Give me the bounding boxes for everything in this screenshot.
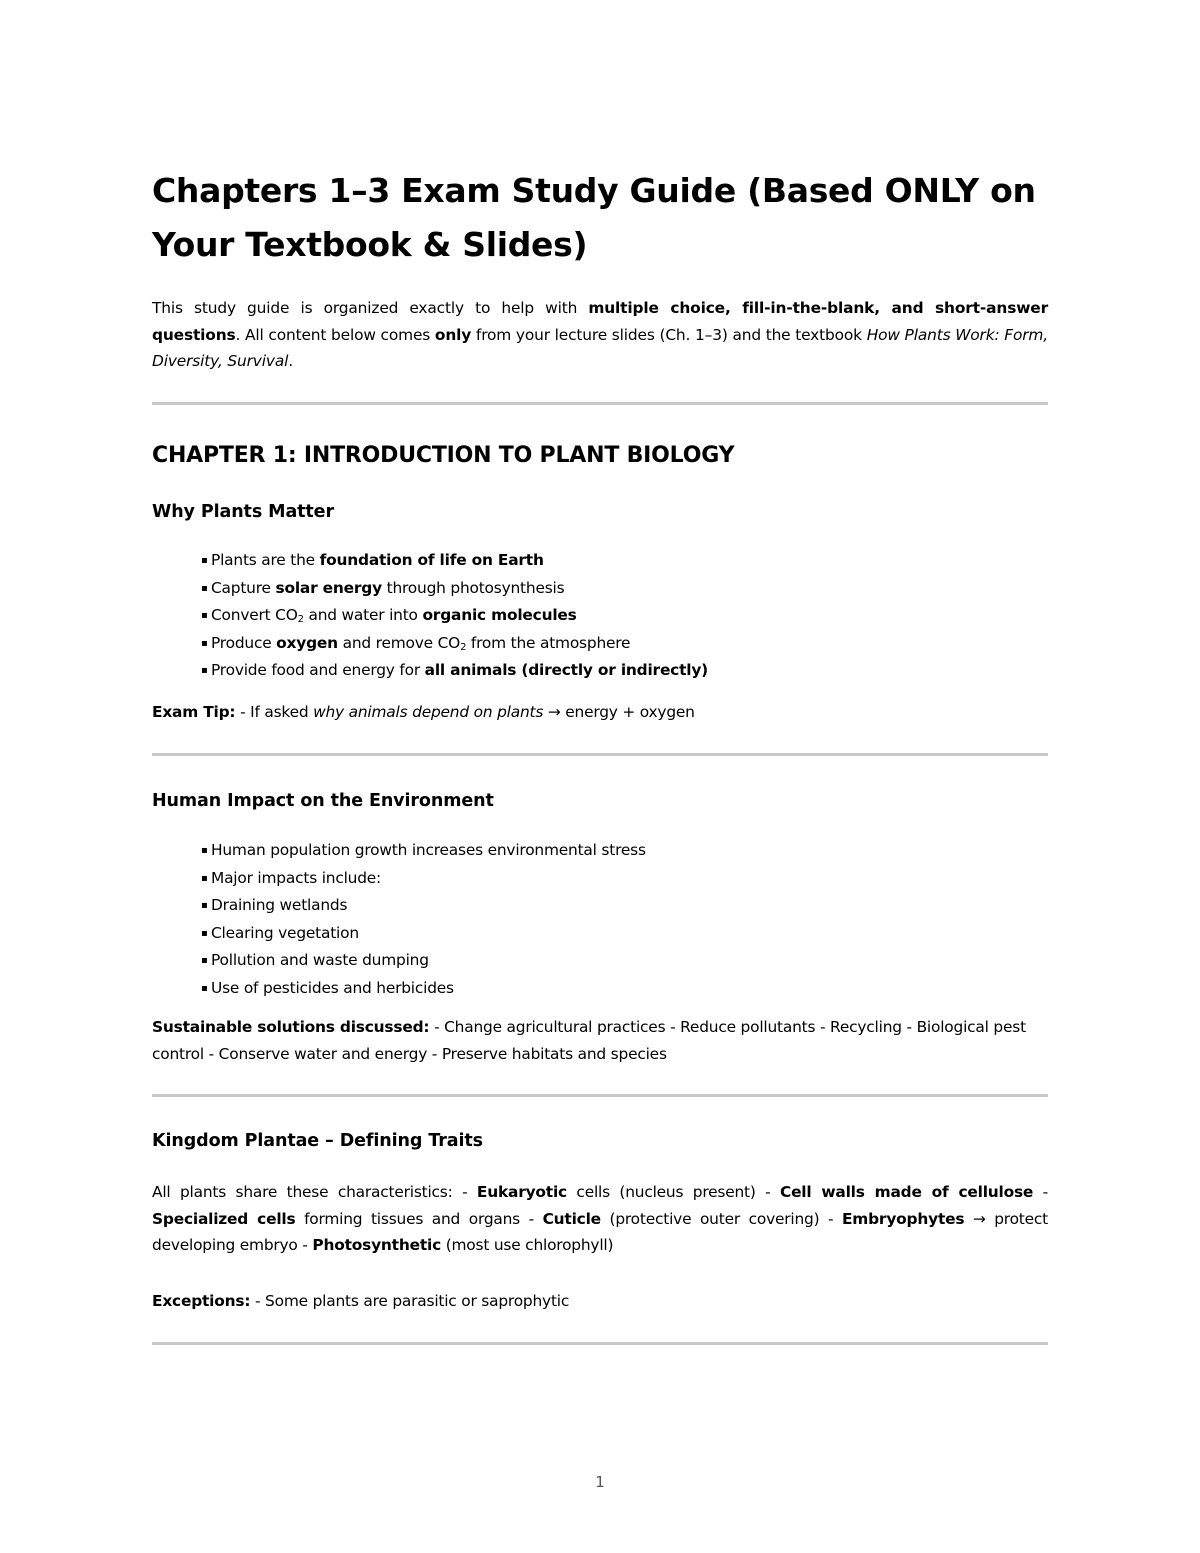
kingdom-traits-paragraph: All plants share these characteristics: - Eukaryotic cells (nucleus present) - Cell walls made of cellulose - Specialized cells forming tissues and organs - Cuticle (protective outer covering) - Embryophytes → protect developing embryo - Photosynthetic (most use chlorophyll) [152,1183,1048,1254]
list-item: ▪ Pollution and waste dumping [201,947,646,975]
document-title: Chapters 1–3 Exam Study Guide (Based ONLY on Your Textbook & Slides) [152,171,1036,264]
list-item: ▪ Use of pesticides and herbicides [201,975,646,1003]
exceptions-label: Exceptions: [152,1292,251,1310]
list-item: ▪ Capture solar energy through photosynthesis [201,575,708,603]
list-item: ▪ Produce oxygen and remove $CO_2$ from the atmosphere [201,630,708,658]
list-item: ▪ Major impacts include: [201,865,646,893]
sustainable-solutions-label: Sustainable solutions discussed: [152,1018,430,1036]
kingdom-plantae-heading: Kingdom Plantae – Defining Traits [152,1131,483,1151]
divider-3 [152,1094,1048,1097]
divider-4 [152,1342,1048,1345]
list-item: ▪ Plants are the foundation of life on Earth [201,547,708,575]
intro-paragraph: This study guide is organized exactly to help with multiple choice, fill-in-the-blank, and short-answer questions. All content below comes only from your lecture slides (Ch. 1–3) and the textbook How Plants Work: Form, Diversity, Survival. [152,299,1049,370]
exam-tip-label: Exam Tip: [152,703,236,721]
intro-bold-only: only [434,325,472,344]
human-impact-list [201,837,646,1002]
exceptions: Exceptions: - Some plants are parasitic or saprophytic [152,1292,570,1310]
textbook-title: How Plants Work: Form, Diversity, Survival [152,325,1048,370]
page-number: 1 [595,1473,605,1491]
why-plants-matter-list [201,547,708,685]
list-item: ▪ Human population growth increases environmental stress [201,837,646,865]
list-item: ▪ Provide food and energy for all animals (directly or indirectly) [201,657,708,685]
list-item: ▪ Clearing vegetation [201,920,646,948]
human-impact-heading: Human Impact on the Environment [152,791,494,811]
divider-1 [152,402,1048,405]
divider-2 [152,753,1048,756]
chapter-1-heading: CHAPTER 1: INTRODUCTION TO PLANT BIOLOGY [152,443,735,468]
list-item: ▪ Draining wetlands [201,892,646,920]
why-plants-matter-heading: Why Plants Matter [152,502,334,522]
list-item: ▪ Convert $CO_2$ and water into organic molecules [201,602,708,630]
sustainable-solutions: Sustainable solutions discussed: - Change agricultural practices - Reduce pollutants - Recycling - Biological pest control - Conserve water and energy - Preserve habitats and species [152,1018,1026,1063]
exam-tip: Exam Tip: - If asked why animals depend on plants → energy + oxygen [152,703,695,721]
intro-bold-question-types: multiple choice, fill-in-the-blank, and short-answer questions [152,299,1049,344]
